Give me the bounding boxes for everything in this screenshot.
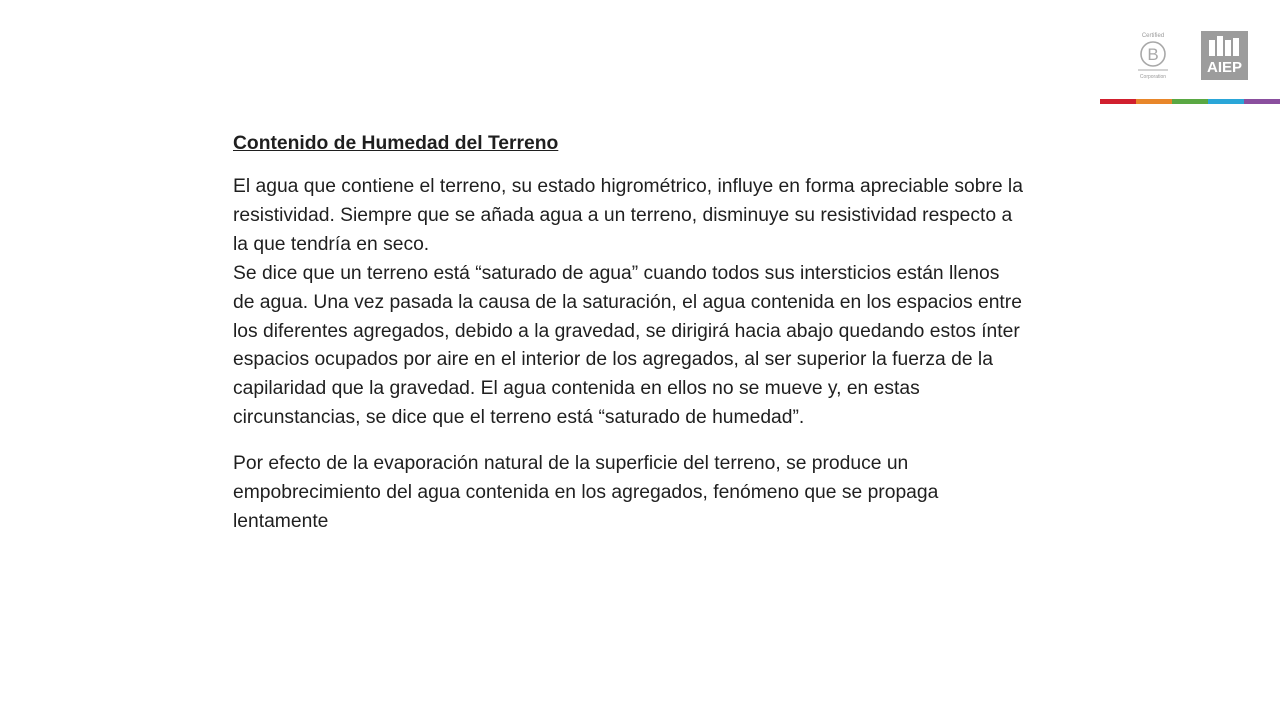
paragraph-2: Se dice que un terreno está “saturado de agua” cuando todos sus intersticios están llenos de agua. Una vez pasada la causa de la saturación, el agua contenida en los espacios entre los diferentes agregados, debido a la gravedad, se dirigirá hacia abajo quedando estos ínter espacios ocupados por aire en el interior de los agregados, al ser superior la fuerza de la capilaridad que la gravedad. El agua contenida en ellos no se mueve y, en estas circunstancias, se dice que el terreno está “saturado de humedad”. [233,262,1022,429]
stripe-green [1172,99,1208,104]
bcorp-logo [1134,30,1172,82]
stripe-red [1100,99,1136,104]
slide-title: Contenido de Humedad del Terreno [233,133,559,154]
slide-body [233,131,1023,537]
stripe-orange [1136,99,1172,104]
aiep-logo [1201,31,1248,80]
paragraph-1: El agua que contiene el terreno, su estado higrométrico, influye en forma apreciable sobre la resistividad. Siempre que se añada agua a un terreno, disminuye su resistividad respecto a la que tendría en seco. [233,176,1023,255]
bcorp-letter: B [1147,45,1159,64]
bcorp-top-text: Certified [1141,33,1165,39]
paragraph-3: Por efecto de la evaporación natural de la superficie del terreno, se produce un empobrecimiento del agua contenida en los agregados, fenómeno que se propaga lentamente [233,453,939,532]
color-stripe [1100,99,1280,104]
aiep-logo-text: AIEP [1206,59,1243,76]
stripe-blue [1208,99,1244,104]
bcorp-bottom-text: Corporation [1139,74,1167,80]
stripe-purple [1244,99,1280,104]
